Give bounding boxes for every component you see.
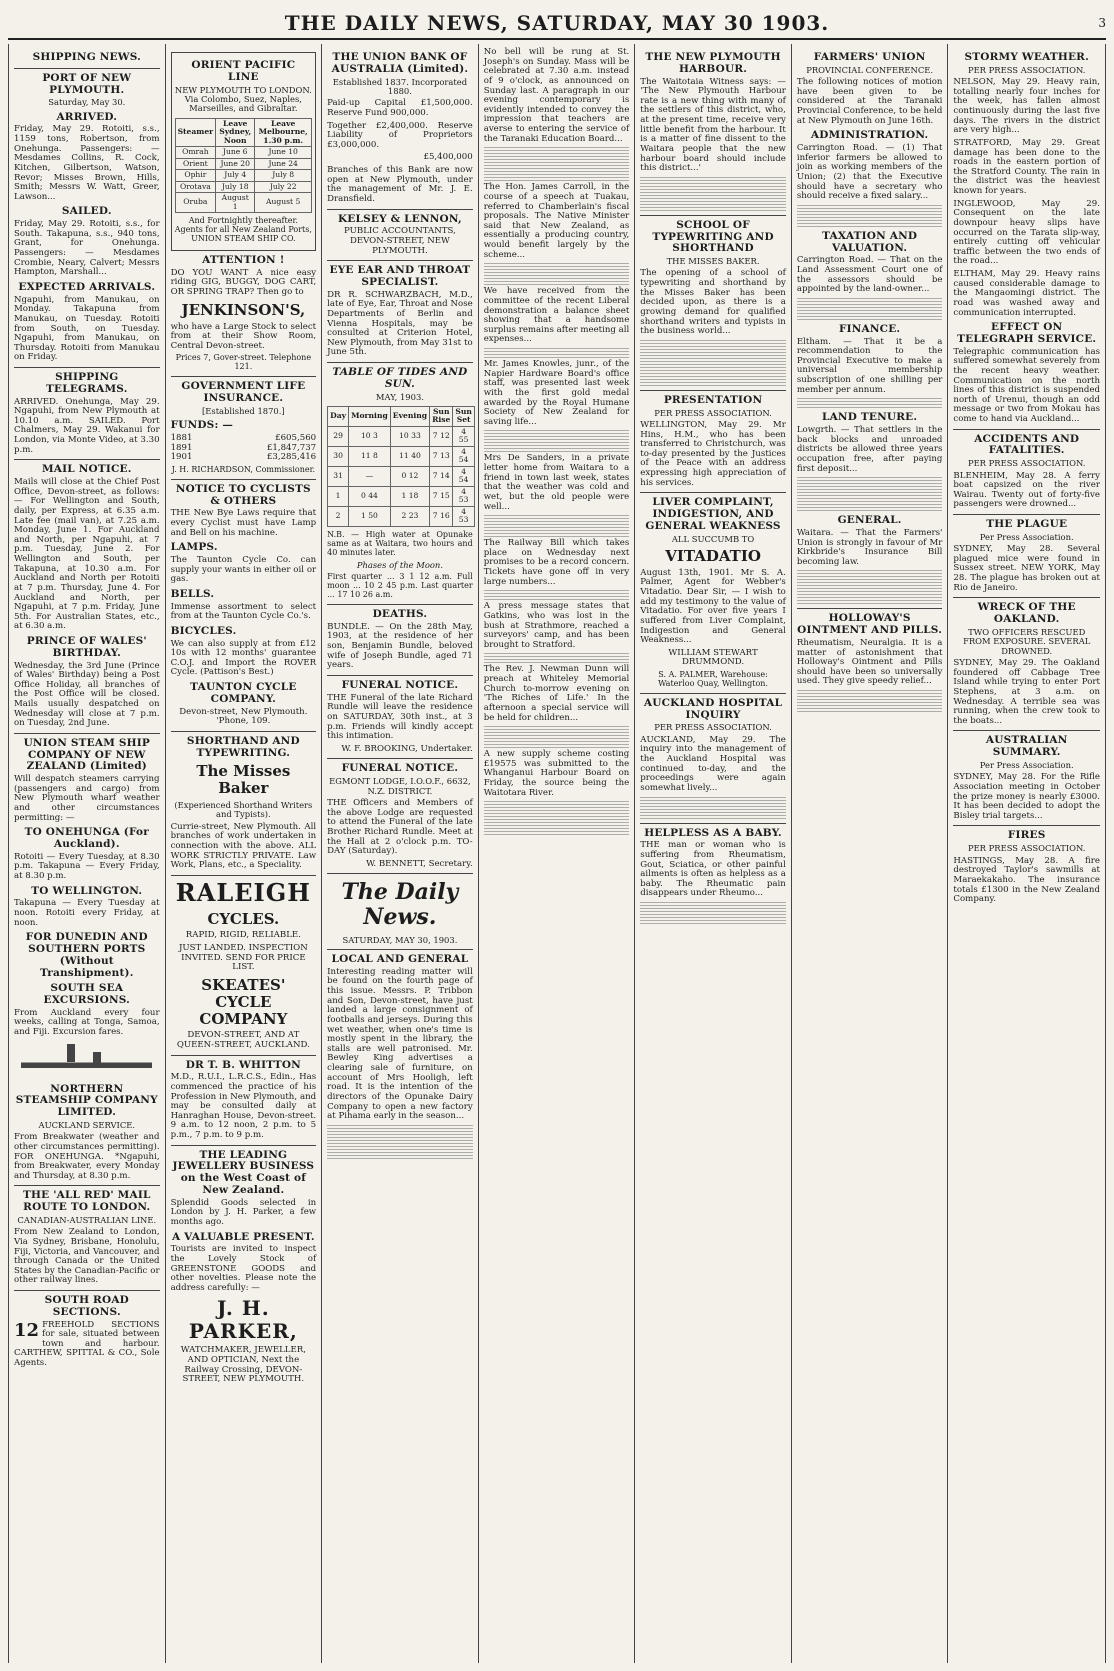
funeral1-sign: W. F. BROOKING, Undertaker. xyxy=(341,743,473,754)
body-text-lines xyxy=(484,147,630,157)
farmers-heading: FARMERS' UNION xyxy=(813,51,926,63)
table-cell: Omrah xyxy=(175,147,216,159)
union-company-heading: UNION STEAM SHIP COMPANY OF NEW ZEALAND (Limited) xyxy=(23,736,150,773)
port-heading: PORT OF NEW PLYMOUTH. xyxy=(42,71,132,96)
c4-top-text: No bell will be rung at St. Joseph's on Sunday. Mass will be celebrated at 7.30 a.m. instead of 9 o'clock, as announced on Sunday last. A paragraph in our evening contemporary is evidently intended to convey the impression that teachers are averse to entering the service of the Taranaki Education Board... xyxy=(483,47,630,144)
table-cell: July 8 xyxy=(255,170,312,182)
body-text-lines xyxy=(327,1137,473,1147)
table-row xyxy=(175,158,312,170)
steamship-icon xyxy=(21,1044,152,1078)
tides-head-day: Day xyxy=(328,406,349,426)
body-text-lines xyxy=(484,348,630,358)
table-cell: 10 33 xyxy=(390,426,429,446)
allred-heading: THE 'ALL RED' MAIL ROUTE TO LONDON. xyxy=(23,1189,151,1214)
table-cell: 11 8 xyxy=(349,446,391,466)
cyclists-heading: NOTICE TO CYCLISTS & OTHERS xyxy=(175,482,311,507)
leading-heading: THE LEADING JEWELLERY BUSINESS on the West Coast of New Zealand. xyxy=(172,1148,315,1196)
body-text-lines xyxy=(640,352,786,362)
presentation-text: WELLINGTON, May 29. Mr Hins, H.M., who has been transferred to Christchurch, was to-day presented by the Justices of the Peace with an address expressing high appreciation of his services. xyxy=(640,419,786,488)
liver-sub: ALL SUCCUMB TO xyxy=(671,533,755,544)
body-text-lines xyxy=(797,690,943,700)
australian-sub: Per Press Association. xyxy=(979,759,1074,770)
table-cell: 4 53 xyxy=(453,506,475,526)
onehunga-heading: TO ONEHUNGA (For Auckland). xyxy=(24,826,149,851)
column-4 xyxy=(479,44,636,1663)
body-text-lines xyxy=(484,171,630,181)
raleigh-cycles: CYCLES. xyxy=(207,909,280,928)
table-row xyxy=(328,446,475,466)
attention-text: DO YOU WANT A nice easy riding GIG, BUGGY, DOG CART, OR SPRING TRAP? Then go to xyxy=(170,267,317,298)
shorthand-heading: SHORTHAND AND TYPEWRITING. xyxy=(186,734,300,759)
body-text-lines xyxy=(640,340,786,350)
south-sea-text: From Auckland every four weeks, calling at Tonga, Samoa, and Fiji. Excursion fares. xyxy=(14,1007,160,1038)
stormy-text-2: STRATFORD, May 29. Great damage has been done to the roads in the eastern portion of the Stratford County. The rain in the district was the heaviest known for years. xyxy=(953,137,1100,197)
australian-text: SYDNEY, May 28. For the Rifle Association meeting in October the prize money is nearly £3000. It has been decided to adopt the Bisley trial targets... xyxy=(953,772,1100,821)
column-6 xyxy=(792,44,949,1663)
table-cell: 1 18 xyxy=(390,486,429,506)
deaths-text: BUNDLE. — On the 28th May, 1903, at the residence of her son, Benjamin Bundle, beloved wife of Joseph Bundle, aged 71 years. xyxy=(327,621,473,671)
stormy-text: NELSON, May 29. Heavy rain, totalling nearly four inches for the week, has fallen almost continuously during the last five days. The rivers in the district are very high... xyxy=(953,77,1100,136)
orient-sub: NEW PLYMOUTH TO LONDON. Via Colombo, Suez, Naples, Marseilles, and Gibraltar. xyxy=(174,84,312,114)
table-cell: 31 xyxy=(328,466,349,486)
table-cell: Orient xyxy=(175,158,216,170)
body-text-lines xyxy=(797,489,943,499)
sailed-heading: SAILED. xyxy=(61,205,112,218)
raleigh-words: RAPID, RIGID, RELIABLE. xyxy=(185,930,301,941)
arrived-heading: ARRIVED. xyxy=(56,110,118,123)
funeral2-sub: EGMONT LODGE, I.O.O.F., 6632, N.Z. DISTRICT. xyxy=(329,776,471,796)
telegrams-text: ARRIVED. Onehunga, May 29. Ngapuhi, from New Plymouth at 10.10 a.m. SAILED. Port Chalmers, May 29. Wakanui for London, via Monte Video, at 3.30 p.m. xyxy=(14,396,160,455)
body-text-lines xyxy=(797,594,943,604)
tides-table xyxy=(327,406,475,527)
orient-ad xyxy=(171,52,317,251)
body-text-lines xyxy=(327,1125,473,1135)
lamps-heading: LAMPS. xyxy=(170,541,218,554)
fires-sub: PER PRESS ASSOCIATION. xyxy=(967,843,1086,854)
kelsey-text: PUBLIC ACCOUNTANTS, DEVON-STREET, NEW PLYMOUTH. xyxy=(344,226,456,256)
telegraph-heading: EFFECT ON TELEGRAPH SERVICE. xyxy=(957,321,1097,345)
bank-heading: THE UNION BANK OF AUSTRALIA (Limited). xyxy=(331,51,469,75)
body-text-lines xyxy=(484,738,630,748)
body-text-lines xyxy=(484,159,630,169)
table-row xyxy=(328,466,475,486)
onehunga-text: Rotoiti — Every Tuesday, at 8.30 p.m. Takapuna — Every Friday, at 8.30 p.m. xyxy=(14,851,160,882)
bells-heading: BELLS. xyxy=(170,587,215,600)
funds-list xyxy=(171,434,317,463)
local-heading: LOCAL AND GENERAL xyxy=(331,953,469,966)
northern-text: From Breakwater (weather and other circumstances permitting). FOR ONEHUNGA. *Ngapuhi, from Breakwater, every Monday and Thursday, at 8.30 p.m. xyxy=(14,1132,160,1181)
harbour-heading: THE NEW PLYMOUTH HARBOUR. xyxy=(645,51,781,75)
baker-heading: The Misses Baker xyxy=(196,762,291,798)
gov-life-sign: J. H. RICHARDSON, Commissioner. xyxy=(171,464,316,474)
kelsey-heading: KELSEY & LENNON, xyxy=(337,212,462,225)
gov-life-est: [Established 1870.] xyxy=(202,405,285,416)
mail-notice-text: Mails will close at the Chief Post Office, Devon-street, as follows: — For Wellington and South, daily, per Express, at 6.35 a.m. Late fee (mail van), at 7.25 a.m. Monday, June 1. For Auckland and North, per Ngapuhi, at 7 p.m. Tuesday, June 2. For Wellington and South, per Takapuna, at 10.30 a.m. For Auckland and North per Rotoiti at 7 p.m. Thursday, June 4. For Auckland and North, per Ngapuhi, at 7 p.m. Friday, June 5th. For Australian States, etc., at 6.30 a.m. xyxy=(14,477,160,632)
auckland-hospital-sub: PER PRESS ASSOCIATION. xyxy=(654,722,772,733)
funds-year: 1881 xyxy=(170,432,193,443)
stormy-heading: STORMY WEATHER. xyxy=(964,51,1089,63)
table-row xyxy=(328,486,475,506)
fires-text: HASTINGS, May 28. A fire destroyed Taylor's sawmills at Maraekakaho. The insurance totals £1300 in the New Zealand Company. xyxy=(953,855,1100,905)
table-cell: August 5 xyxy=(255,193,312,213)
northern-sub: AUCKLAND SERVICE. xyxy=(38,1119,136,1130)
body-text-lines xyxy=(484,653,630,663)
bicycles-text: We can also supply at from £12 10s with 12 months' guarantee C.O.J. and Import the ROVER Cycle. (Pattison's Best.) xyxy=(170,638,317,678)
body-text-lines xyxy=(797,398,943,408)
body-text-lines xyxy=(484,825,630,835)
funds-value: £1,847,737 xyxy=(266,442,317,453)
skeates-heading: SKEATES' CYCLE COMPANY xyxy=(199,975,288,1028)
body-text-lines xyxy=(484,801,630,811)
body-text-lines xyxy=(797,217,943,227)
table-cell: June 20 xyxy=(216,158,255,170)
body-text-lines xyxy=(484,275,630,285)
accidents-text: BLENHEIM, May 28. A ferry boat capsized on the river Wairau. Twenty out of forty-five passengers were drowned... xyxy=(953,470,1100,510)
bicycles-heading: BICYCLES. xyxy=(170,624,237,637)
eye-heading: EYE EAR AND THROAT SPECIALIST. xyxy=(329,264,471,288)
presentation-sub: PER PRESS ASSOCIATION. xyxy=(654,407,772,418)
table-row xyxy=(175,147,312,159)
plague-sub: Per Press Association. xyxy=(979,531,1074,542)
body-text-lines xyxy=(640,914,786,924)
school-heading: SCHOOL OF TYPEWRITING AND SHORTHAND xyxy=(652,218,774,255)
c4-para2: We have received from the committee of the recent Liberal demonstration a balance sheet showing that a handsome surplus remains after meeting all expenses... xyxy=(483,286,630,345)
finance-heading: FINANCE. xyxy=(838,322,901,335)
raleigh-text: JUST LANDED. INSPECTION INVITED. SEND FOR PRICE LIST. xyxy=(178,943,308,973)
page-number: 3 xyxy=(1098,16,1106,30)
newspaper-title: THE DAILY NEWS, SATURDAY, MAY 30 1903. xyxy=(284,11,830,35)
liver-heading: LIVER COMPLAINT, INDIGESTION, AND GENERAL WEAKNESS xyxy=(645,496,781,532)
table-cell: — xyxy=(349,466,391,486)
body-text-lines xyxy=(484,590,630,600)
column-1 xyxy=(9,44,166,1663)
oakland-text: SYDNEY, May 29. The Oakland foundered off Cabbage Tree Island while trying to enter Port Stephens, at 3 a.m. on Wednesday. A terrible sea was running, when the crew took to the boats... xyxy=(953,658,1100,726)
body-text-lines xyxy=(640,902,786,912)
bank-total: £5,400,000 xyxy=(423,152,473,163)
bank-text: Branches of this Bank are now open at New Plymouth, under the management of Mr. J. E. Dransfield. xyxy=(327,165,473,204)
table-cell: 2 23 xyxy=(390,506,429,526)
valuable-text: Tourists are invited to inspect the Lovely Stock of GREENSTONE GOODS and other novelties. Please note the address carefully: — xyxy=(170,1244,317,1293)
birthday-heading: PRINCE OF WALES' BIRTHDAY. xyxy=(26,635,147,659)
stormy-text-3: INGLEWOOD, May 29. Consequent on the late downpour heavy slips have occurred on the Tarata slip-way, entirely cutting off vehicular traffic between the two ends of the road... xyxy=(953,198,1100,267)
table-cell: Orotava xyxy=(175,181,216,193)
orient-foot: And Fortnightly thereafter. Agents for all New Zealand Ports, UNION STEAM SHIP CO. xyxy=(174,216,312,244)
funds-value: £3,285,416 xyxy=(266,452,317,463)
vitadatio-sign: WILLIAM STEWART DRUMMOND. xyxy=(668,647,758,668)
table-cell: 4 54 xyxy=(453,446,475,466)
funeral1-heading: FUNERAL NOTICE. xyxy=(341,678,459,691)
body-text-lines xyxy=(797,477,943,487)
body-text-lines xyxy=(797,582,943,592)
body-text-lines xyxy=(640,201,786,211)
holloways-text: Rheumatism, Neuralgia. It is a matter of astonishment that Holloway's Ointment and Pills should have been so universally used. They give speedy relief... xyxy=(796,637,943,687)
body-text-lines xyxy=(640,177,786,187)
skeates-text: DEVON-STREET, AND AT QUEEN-STREET, AUCKLAND. xyxy=(176,1030,310,1050)
table-cell: 1 50 xyxy=(349,506,391,526)
expected-heading: EXPECTED ARRIVALS. xyxy=(18,280,156,293)
south-road-text xyxy=(14,1321,160,1369)
administration-heading: ADMINISTRATION. xyxy=(810,129,929,142)
table-cell: 0 44 xyxy=(349,486,391,506)
table-cell: Oruba xyxy=(175,193,216,213)
body-text-lines xyxy=(797,570,943,580)
oakland-sub: TWO OFFICERS RESCUED FROM EXPOSURE. SEVERAL DROWNED. xyxy=(963,626,1091,656)
table-cell: July 18 xyxy=(216,181,255,193)
auckland-hospital-text: AUCKLAND, May 29. The inquiry into the management of the Auckland Hospital was continued to-day, and the proceedings were again somewhat lively... xyxy=(640,734,786,793)
table-cell: 30 xyxy=(328,446,349,466)
funds-year: 1901 xyxy=(170,452,193,463)
wellington-heading: TO WELLINGTON. xyxy=(31,884,143,897)
arrived-text: Friday, May 29. Rotoiti, s.s., 1159 tons, Robertson, from Onehunga. Passengers: — Mesdames Collins, R. Cock, Kitchen, Gilbertson, Watson, Revor; Misses Brown, Hills, Smith; Messrs W. Watt, Greer, Lawson... xyxy=(14,124,160,202)
body-text-lines xyxy=(484,442,630,452)
local-text: Interesting reading matter will be found on the fourth page of this issue. Messrs. P. Tribbon and Son, Devon-street, have just landed a large consignment of footballs and jerseys. During this wet weather, when one's time is mostly spent in the library, the stalls are well patronised. Mr. Bewley King advertises a clearing sale of furniture, on account of Mrs Hooligh, left road. It is the intention of the directors of the Opunake Dairy Company to open a new factory at Pihama early in the season... xyxy=(327,966,473,1122)
orient-head-melbourne: Leave Melbourne, 1.30 p.m. xyxy=(255,118,312,147)
auckland-hospital-heading: AUCKLAND HOSPITAL INQUIRY xyxy=(643,696,783,721)
body-text-lines xyxy=(484,515,630,525)
body-text-lines xyxy=(484,263,630,273)
baker-text: Currie-street, New Plymouth. All branches of work undertaken in connection with the above. ALL WORK STRICTLY PRIVATE. Law Work, Plans, etc., a Speciality. xyxy=(170,821,317,871)
birthday-text: Wednesday, the 3rd June (Prince of Wales' Birthday) being a Post Office Holiday, all branches of the Post Office will be closed. Mails usually despatched on Wednesday will close at 7 p.m. on Tuesday, 2nd June. xyxy=(14,660,160,729)
union-company-text: Will despatch steamers carrying (passengers and cargo) from New Plymouth wharf weather and other circumstances permitting: — xyxy=(14,774,160,823)
parker-text: WATCHMAKER, JEWELLER, AND OPTICIAN, Next the Railway Crossing, DEVON-STREET, NEW PLYMOUTH. xyxy=(180,1345,306,1385)
administration-text: Carrington Road. — (1) That inferior farmers be allowed to join as working members of the Union; (2) that the Executive should have a secretary who should receive a fixed salary... xyxy=(796,143,943,202)
table-cell: 7 15 xyxy=(430,486,453,506)
table-cell: 7 12 xyxy=(430,426,453,446)
shipping-news-heading: SHIPPING NEWS. xyxy=(32,51,141,63)
table-row xyxy=(175,181,312,193)
body-text-lines xyxy=(797,298,943,308)
funeral2-heading: FUNERAL NOTICE. xyxy=(341,762,459,775)
table-cell: August 1 xyxy=(216,193,255,213)
vitadatio-text: August 13th, 1901. Mr S. A. Palmer, Agent for Webber's Vitadatio. Dear Sir, — I wish to add my testimony to the value of Vitadatio. For over five years I suffered from Liver Complaint, Indigestion and General Weakness... xyxy=(640,567,786,646)
orient-head-sydney: Leave Sydney, Noon xyxy=(216,118,255,147)
taunton-text: Devon-street, New Plymouth. 'Phone, 109. xyxy=(179,706,308,727)
table-cell: June 6 xyxy=(216,147,255,159)
telegrams-heading: SHIPPING TELEGRAMS. xyxy=(46,371,128,395)
table-cell: 7 16 xyxy=(430,506,453,526)
body-text-lines xyxy=(484,726,630,736)
table-cell: 7 13 xyxy=(430,446,453,466)
eye-text: DR R. SCHWARZBACH, M.D., late of Eye, Ear, Throat and Nose Departments of Berlin and Vienna Hospitals, may be consulted at Criterion Hotel, New Plymouth, from May 31st to June 5th. xyxy=(327,289,473,358)
whitton-heading: DR T. B. WHITTON xyxy=(185,1058,301,1071)
table-row xyxy=(175,193,312,213)
c4-para8: A new supply scheme costing £19575 was submitted to the Whanganui Harbour Board on Friday, the source being the Waitotara River. xyxy=(483,749,630,798)
body-text-lines xyxy=(797,205,943,215)
land-tenure-heading: LAND TENURE. xyxy=(822,411,918,424)
canadian-heading: CANADIAN-AUSTRALIAN LINE. xyxy=(17,1214,157,1225)
table-row xyxy=(328,426,475,446)
wellington-text: Takapuna — Every Tuesday at noon. Rotoiti every Friday, at noon. xyxy=(14,898,160,928)
table-cell: July 4 xyxy=(216,170,255,182)
phases-heading: Phases of the Moon. xyxy=(356,559,443,570)
funeral2-text: THE Officers and Members of the above Lodge are requested to attend the Funeral of the late Brother Richard Rundle. Meet at the Hall at 2 o'clock p.m. TO-DAY (Saturday). xyxy=(327,798,473,857)
valuable-heading: A VALUABLE PRESENT. xyxy=(171,1230,315,1243)
taunton-heading: TAUNTON CYCLE COMPANY. xyxy=(190,681,297,705)
table-cell: 0 12 xyxy=(390,466,429,486)
body-text-lines xyxy=(484,527,630,537)
tides-sub: MAY, 1903. xyxy=(375,391,424,402)
c4-para7: The Rev. J. Newman Dunn will preach at Whiteley Memorial Church to-morrow evening on 'The Riches of Life.' In the afternoon a special service will be held for children... xyxy=(483,664,630,723)
table-cell: 10 3 xyxy=(349,426,391,446)
table-cell: 1 xyxy=(328,486,349,506)
table-cell: 4 53 xyxy=(453,486,475,506)
table-cell: 4 55 xyxy=(453,426,475,446)
farmers-text: The following notices of motion have been given to be considered at the Taranaki Provincial Conference, to be held at New Plymouth on June 16th. xyxy=(796,77,943,126)
bank-together: Together £2,400,000. Reserve Liability of Proprietors £3,000,000. xyxy=(327,120,473,150)
sailed-text: Friday, May 29. Rotoiti, s.s., for South. Takapuna, s.s., 940 tons, Grant, for Onehunga. Passengers: — Mesdames Crombie, Neary, Calvert; Messrs Hampton, Marshall... xyxy=(14,219,160,278)
mail-notice-heading: MAIL NOTICE. xyxy=(41,463,132,476)
south-sea-heading: SOUTH SEA EXCURSIONS. xyxy=(43,982,131,1007)
body-text-lines xyxy=(797,501,943,511)
accidents-sub: PER PRESS ASSOCIATION. xyxy=(967,458,1086,469)
fires-heading: FIRES xyxy=(1007,829,1046,842)
plague-heading: THE PLAGUE xyxy=(986,518,1068,531)
funds-year: 1891 xyxy=(170,442,193,453)
table-cell: 7 14 xyxy=(430,466,453,486)
list-item xyxy=(171,453,317,463)
body-text-lines xyxy=(327,1149,473,1159)
c4-para3: Mr. James Knowles, junr., of the Napier Hardware Board's office staff, was presented last week with the first gold medal awarded by the Royal Humane Society of New Zealand for saving life... xyxy=(483,359,630,427)
school-sub: THE MISSES BAKER. xyxy=(666,256,760,266)
bells-text: Immense assortment to select from at the Taunton Cycle Co.'s. xyxy=(170,601,317,622)
helpless-heading: HELPLESS AS A BABY. xyxy=(644,826,782,839)
south-road-heading: SOUTH ROAD SECTIONS. xyxy=(44,1294,129,1318)
funds-value: £605,560 xyxy=(275,432,317,443)
orient-head-steamer: Steamer xyxy=(175,118,216,147)
bank-capital: Paid-up Capital £1,500,000. Reserve Fund 900,000. xyxy=(327,98,473,118)
finance-text: Eltham. — That it be a recommendation to the Provincial Executive to make a universal membership subscription of one shilling per member per annum. xyxy=(796,336,943,395)
leading-text: Splendid Goods selected in London by J. H. Parker, a few months ago. xyxy=(170,1197,317,1227)
gov-life-heading: GOVERNMENT LIFE INSURANCE. xyxy=(181,380,306,405)
deaths-heading: DEATHS. xyxy=(372,608,428,621)
presentation-heading: PRESENTATION xyxy=(663,393,763,406)
northern-company-heading: NORTHERN STEAMSHIP COMPANY LIMITED. xyxy=(15,1082,158,1119)
land-tenure-text: Lowgrth. — That settlers in the back blocks and unroaded districts be allowed three years occupation free, after paying first deposit... xyxy=(796,425,943,474)
baker-sub: (Experienced Shorthand Writers and Typists). xyxy=(174,799,313,820)
tides-heading: TABLE OF TIDES AND SUN. xyxy=(332,366,468,390)
attention-heading: ATTENTION ! xyxy=(202,254,285,267)
australian-heading: AUSTRALIAN SUMMARY. xyxy=(985,734,1068,759)
plague-text: SYDNEY, May 28. Several plagued mice were found in Sussex street. NEW YORK, May 28. The plague has broken out at Rio de Janeiro. xyxy=(953,544,1100,593)
table-cell: 29 xyxy=(328,426,349,446)
orient-heading: ORIENT PACIFIC LINE xyxy=(191,59,296,83)
expected-text: Ngapuhi, from Manukau, on Monday. Takapuna from Manukau, on Tuesday. Rotoiti from South, on Tuesday. Ngapuhi, from Manukau, on Thursday. Rotoiti from Manukau on Friday. xyxy=(14,294,160,363)
lamps-text: The Taunton Cycle Co. can supply your wants in either oil or gas. xyxy=(170,554,317,585)
body-text-lines xyxy=(640,364,786,374)
tides-note: N.B. — High water at Opunake same as at Waitara, two hours and 40 minutes later. xyxy=(327,529,473,557)
tides-head-sunset: Sun Set xyxy=(453,406,475,426)
south-road-number: 12 xyxy=(14,1319,40,1341)
farmers-sub: PROVINCIAL CONFERENCE. xyxy=(806,64,934,75)
bank-est: Established 1837. Incorporated 1880. xyxy=(332,76,468,96)
oakland-heading: WRECK OF THE OAKLAND. xyxy=(977,601,1076,626)
stormy-sub: PER PRESS ASSOCIATION. xyxy=(967,64,1086,75)
body-text-lines xyxy=(640,797,786,807)
general-heading: GENERAL. xyxy=(837,514,902,527)
canadian-text: From New Zealand to London, Via Sydney, Brisbane, Honolulu, Fiji, Victoria, and Vancouver, and through Canada or the United States by the Canadian-Pacific or other railway lines. xyxy=(14,1227,160,1286)
body-text-lines xyxy=(484,813,630,823)
raleigh-heading: RALEIGH xyxy=(175,877,311,907)
taxation-heading: TAXATION AND VALUATION. xyxy=(822,229,918,254)
daily-news-date: SATURDAY, MAY 30, 1903. xyxy=(342,934,458,945)
body-text-lines xyxy=(640,376,786,386)
table-cell: 11 40 xyxy=(390,446,429,466)
c4-para6: A press message states that Gatkins, who was lost in the bush at Strathmore, reached a surveyors' camp, and has been brought to Stratford. xyxy=(483,601,630,650)
orient-table xyxy=(175,118,313,214)
table-cell: June 24 xyxy=(255,158,312,170)
table-row xyxy=(175,170,312,182)
column-3 xyxy=(322,44,479,1663)
c4-para5: The Railway Bill which takes place on Wednesday next promises to be a record concern. Tickets have gone off in very large numbers... xyxy=(483,538,630,587)
tides-head-morning: Morning xyxy=(349,406,391,426)
tides-head-evening: Evening xyxy=(390,406,429,426)
column-2 xyxy=(166,44,323,1663)
table-row xyxy=(328,506,475,526)
jenkinson-text: who have a Large Stock to select from at their Show Room, Central Devon-street. xyxy=(170,321,317,351)
vitadatio-agents: S. A. PALMER, Warehouse: Waterloo Quay, Wellington. xyxy=(658,670,768,688)
body-text-lines xyxy=(484,430,630,440)
jenkinson-foot: Prices 7, Gover-street. Telephone 121. xyxy=(175,353,312,372)
column-7 xyxy=(948,44,1105,1663)
south-road-body: FREEHOLD SECTIONS for sale, situated between town and harbour. CARTHEW, SPITTAL & CO., Sole Agents. xyxy=(14,1319,160,1369)
funds-heading: FUNDS: — xyxy=(170,419,234,432)
date-line: Saturday, May 30. xyxy=(48,97,126,108)
table-cell: 2 xyxy=(328,506,349,526)
parker-heading: J. H. PARKER, xyxy=(188,1296,298,1343)
c4-mid-text: The Hon. James Carroll, in the course of a speech at Tuakau, referred to Chamberlain's fiscal proposals. The Native Minister said that New Zealand, as essentially a producing country, would benefit largely by the scheme... xyxy=(483,182,630,260)
table-cell: June 10 xyxy=(255,147,312,159)
table-cell: July 22 xyxy=(255,181,312,193)
body-text-lines xyxy=(640,809,786,819)
taxation-text: Carrington Road. — That on the Land Assessment Court one of the assessors should be appointed by the land-owner... xyxy=(796,255,943,295)
newspaper-columns xyxy=(8,44,1106,1663)
jenkinson-name: JENKINSON'S, xyxy=(181,300,306,319)
table-cell: 4 54 xyxy=(453,466,475,486)
vitadatio-heading: VITADATIO xyxy=(665,546,761,565)
accidents-heading: ACCIDENTS AND FATALITIES. xyxy=(974,432,1080,457)
telegraph-text: Telegraphic communication has suffered somewhat severely from the recent heavy weather. Communication on the north lines of this district is suspended north of Urenui, though an odd message or two from Mokau has come to hand via Auckland... xyxy=(953,346,1100,425)
helpless-text: THE man or woman who is suffering from Rheumatism, Gout, Sciatica, or other painful ailments is often as helpless as a baby. The Rheumatic pain disappears under Rheumo... xyxy=(640,840,786,899)
school-text: The opening of a school of typewriting and shorthand by the Misses Baker has been decided upon, as there is a growing demand for qualified shorthand writers and typists in the business world... xyxy=(640,268,786,337)
daily-news-heading: The Daily News. xyxy=(341,879,459,931)
body-text-lines xyxy=(797,702,943,712)
dunedin-heading: FOR DUNEDIN AND SOUTHERN PORTS (Without Transhipment). xyxy=(25,931,148,979)
cyclists-text: THE New Bye Laws require that every Cyclist must have Lamp and Bell on his machine. xyxy=(170,508,317,538)
funeral1-text: THE Funeral of the late Richard Rundle will leave the residence on SATURDAY, 30th inst., at 3 p.m. Friends will kindly accept this intimation. xyxy=(327,692,473,742)
whitton-text: M.D., R.U.I., L.R.C.S., Edin., Has commenced the practice of his Profession in New Plymouth, and may be consulted daily at Hanraghan House, Devon-street. 9 a.m. to 12 noon, 2 p.m. to 5 p.m., 7 p.m. to 9 p.m. xyxy=(170,1072,317,1141)
general-text: Waitara. — That the Farmers' Union is strongly in favour of Mr Kirkbride's Insurance Bill becoming law. xyxy=(796,527,943,567)
harbour-text: The Waitotaia Witness says: — 'The New Plymouth Harbour rate is a new thing with many of the settlers of this district, who, at the present time, receive very little benefit from the harbour. It is a matter of fine dissent to the Waitara people that the new harbour board should include this district...' xyxy=(640,76,786,174)
table-cell: Ophir xyxy=(175,170,216,182)
tides-head-sunrise: Sun Rise xyxy=(430,406,453,426)
c4-para4: Mrs De Sanders, in a private letter home from Waitara to a friend in town last week, states that the weather was cold and wet, but the old people were well... xyxy=(483,453,630,512)
body-text-lines xyxy=(797,310,943,320)
column-5 xyxy=(635,44,792,1663)
funeral2-sign: W. BENNETT, Secretary. xyxy=(366,858,473,869)
masthead xyxy=(8,8,1106,40)
body-text-lines xyxy=(640,189,786,199)
holloways-heading: HOLLOWAY'S OINTMENT AND PILLS. xyxy=(797,612,943,637)
stormy-text-4: ELTHAM, May 29. Heavy rains caused considerable damage to the Mangaomingi district. The road was washed away and communication interrupted. xyxy=(953,269,1100,318)
phases-text: First quarter ... 3 1 12 a.m. Full moon ... 10 2 45 p.m. Last quarter ... 17 10 26 a.m. xyxy=(327,572,473,600)
